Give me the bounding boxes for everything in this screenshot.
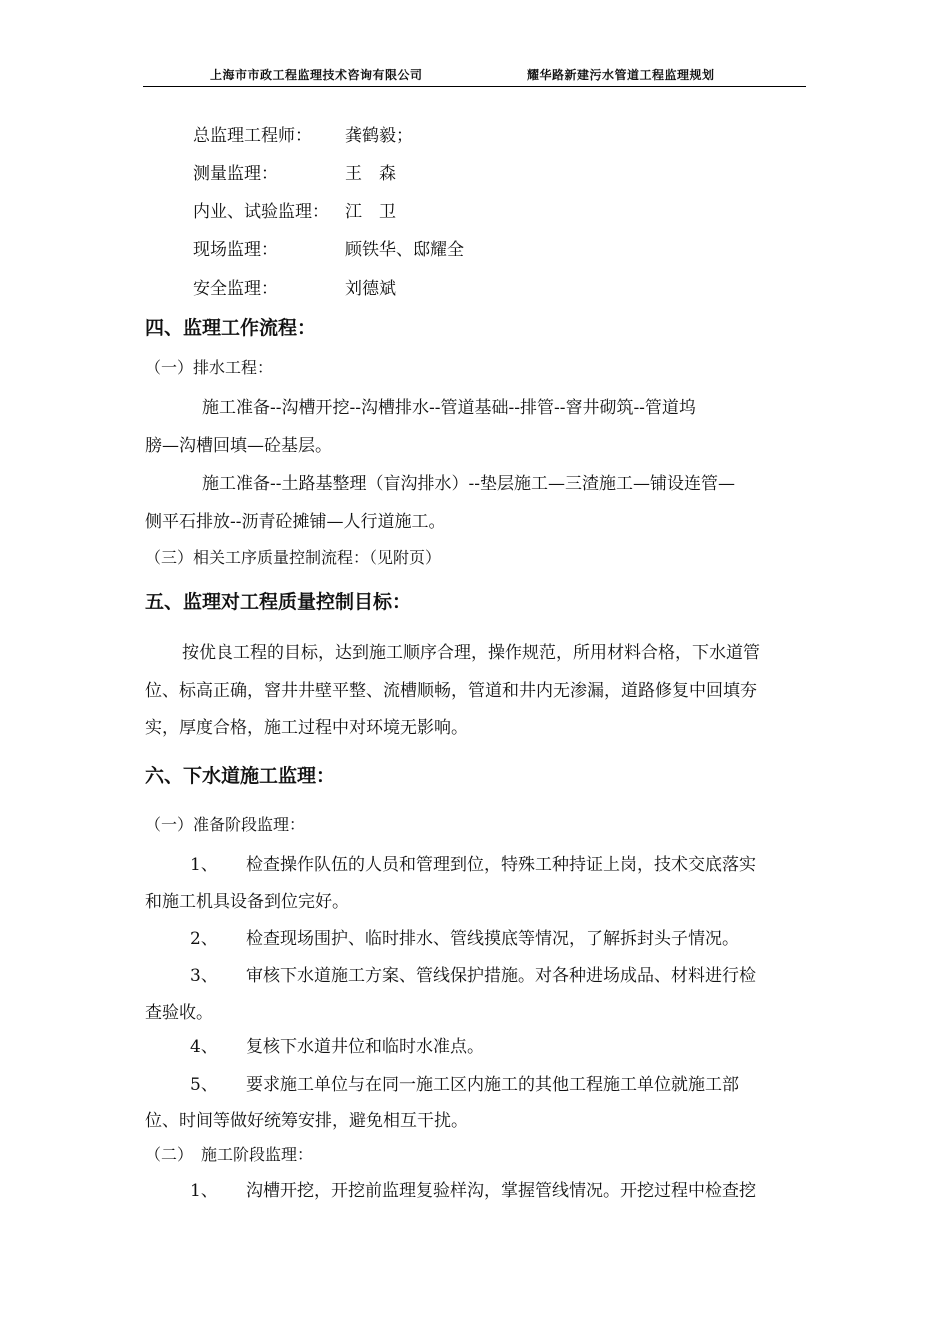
staff-role: 现场监理： <box>193 240 278 260</box>
section-4-title: 四、监理工作流程： <box>145 317 317 339</box>
item-text: 检查操作队伍的人员和管理到位，特殊工种持证上岗，技术交底落实 <box>246 855 756 875</box>
staff-names: 刘德斌 <box>345 279 396 299</box>
header-project: 耀华路新建污水管道工程监理规划 <box>527 68 715 82</box>
item-number: 3、 <box>190 966 218 986</box>
header-rule <box>143 86 806 87</box>
staff-role: 安全监理： <box>193 279 278 299</box>
staff-role: 总监理工程师： <box>193 126 312 146</box>
goal-line3: 实，厚度合格，施工过程中对环境无影响。 <box>145 718 468 738</box>
item-text: 检查现场围护、临时排水、管线摸底等情况，了解拆封头子情况。 <box>246 929 739 949</box>
flow2-line2: 侧平石排放--沥青砼摊铺—人行道施工。 <box>145 512 446 532</box>
staff-role: 内业、试验监理： <box>193 202 329 222</box>
item-continuation: 查验收。 <box>145 1003 213 1023</box>
section-6-sub2: （二） 施工阶段监理： <box>145 1145 314 1164</box>
item-text: 沟槽开挖，开挖前监理复验样沟，掌握管线情况。开挖过程中检查挖 <box>246 1181 756 1201</box>
item-continuation: 和施工机具设备到位完好。 <box>145 892 349 912</box>
staff-names: 江 卫 <box>345 202 396 222</box>
staff-role: 测量监理： <box>193 164 278 184</box>
item-number: 2、 <box>190 929 218 949</box>
page-header <box>0 0 950 90</box>
item-number: 1、 <box>190 855 218 875</box>
section-5-title: 五、监理对工程质量控制目标： <box>145 591 412 613</box>
section-6-sub1: （一）准备阶段监理： <box>145 815 306 834</box>
section-4-sub1: （一）排水工程： <box>145 358 274 377</box>
flow2-line1: 施工准备--土路基整理（盲沟排水）--垫层施工—三渣施工—铺设连管— <box>202 474 735 494</box>
item-text: 审核下水道施工方案、管线保护措施。对各种进场成品、材料进行检 <box>246 966 756 986</box>
staff-names: 王 森 <box>345 164 396 184</box>
item-text: 要求施工单位与在同一施工区内施工的其他工程施工单位就施工部 <box>246 1075 739 1095</box>
section-4-sub3: （三）相关工序质量控制流程：（见附页） <box>145 548 442 567</box>
section-6-title: 六、下水道施工监理： <box>145 765 336 787</box>
flow1-line2: 膀—沟槽回填—砼基层。 <box>145 436 332 456</box>
staff-names: 龚鹤毅； <box>345 126 413 146</box>
item-number: 1、 <box>190 1181 218 1201</box>
flow1-line1: 施工准备--沟槽开挖--沟槽排水--管道基础--排管--窨井砌筑--管道坞 <box>202 398 696 418</box>
goal-line2: 位、标高正确，窨井井壁平整、流槽顺畅，管道和井内无渗漏，道路修复中回填夯 <box>145 681 757 701</box>
item-text: 复核下水道井位和临时水准点。 <box>246 1037 484 1057</box>
item-number: 5、 <box>190 1075 218 1095</box>
item-continuation: 位、时间等做好统筹安排，避免相互干扰。 <box>145 1111 468 1131</box>
item-number: 4、 <box>190 1037 218 1057</box>
staff-names: 顾铁华、邸耀全 <box>345 240 464 260</box>
header-company: 上海市市政工程监理技术咨询有限公司 <box>210 68 423 82</box>
goal-line1: 按优良工程的目标，达到施工顺序合理，操作规范，所用材料合格，下水道管 <box>182 643 760 663</box>
